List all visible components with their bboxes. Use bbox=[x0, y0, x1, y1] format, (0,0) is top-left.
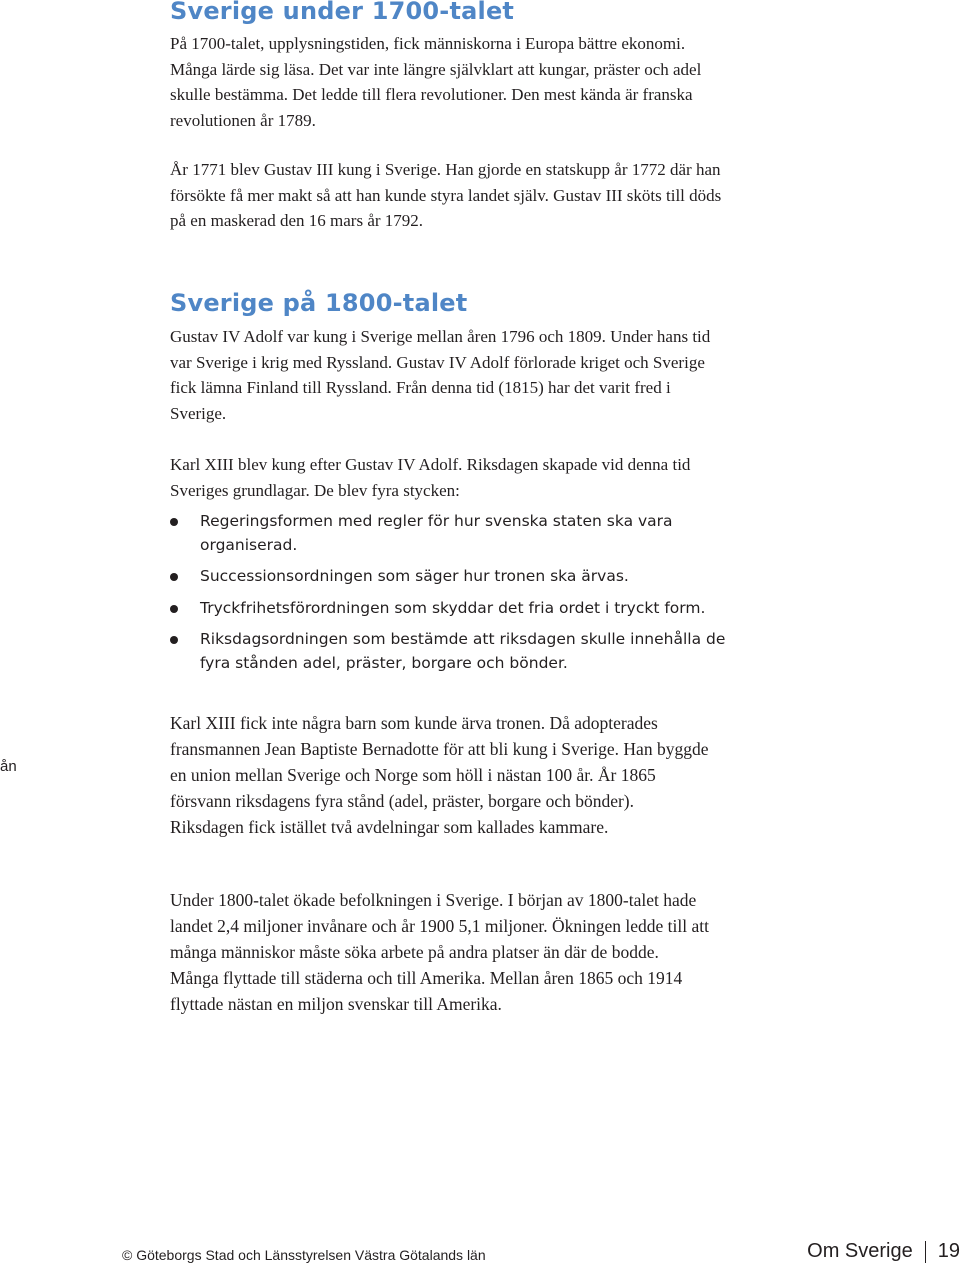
page-number: 19 bbox=[937, 1240, 960, 1262]
grundlagar-list bbox=[170, 510, 730, 675]
section-heading-1800: Sverige på 1800-talet bbox=[170, 289, 468, 317]
paragraph-gustav-iv-adolf: Gustav IV Adolf var kung i Sverige mellan åren 1796 och 1809. Under hans tid var Sverige i krig med Ryssland. Gustav IV Adolf förlorade kriget och Sverige fick lämna Finland till Ryssland. Från denna tid (1815) har det varit fred i Sverige. bbox=[170, 327, 711, 424]
footer-page-info bbox=[807, 1240, 960, 1263]
list-item-text: Regeringsformen med regler för hur svenska staten ska vara organiserad. bbox=[200, 512, 673, 554]
list-item bbox=[170, 628, 730, 675]
list-item bbox=[170, 565, 730, 589]
paragraph-bernadotte: Karl XIII fick inte några barn som kunde ärva tronen. Då adopterades fransmannen Jean Baptiste Bernadotte för att bli kung i Sverige. Han byggde en union mellan Sverige och Norge som höll i nästan 100 år. År 1865 försvann riksdagens fyra stånd (adel, präster, borgare och bönder). Riksdagen fick istället två avdelningar som kallades kammare. bbox=[170, 713, 709, 837]
list-item-text: Riksdagsordningen som bestämde att riksdagen skulle innehålla de fyra stånden adel, präster, borgare och bönder. bbox=[200, 630, 726, 672]
paragraph-gustav-iii: År 1771 blev Gustav III kung i Sverige. Han gjorde en statskupp år 1772 där han försökte få mer makt så att han kunde styra landet själv. Gustav III sköts till döds på en maskerad den 16 mars år 1792. bbox=[170, 160, 722, 231]
list-item bbox=[170, 597, 730, 621]
footer-divider bbox=[925, 1241, 926, 1263]
footer-title: Om Sverige bbox=[807, 1240, 913, 1262]
bullet-icon bbox=[170, 605, 178, 613]
paragraph-karl-xiii: Karl XIII blev kung efter Gustav IV Adolf. Riksdagen skapade vid denna tid Sveriges grundlagar. De blev fyra stycken: bbox=[170, 455, 691, 500]
footer-copyright: © Göteborgs Stad och Länsstyrelsen Västra Götalands län bbox=[122, 1247, 486, 1263]
bullet-icon bbox=[170, 518, 178, 526]
paragraph-emigration: Under 1800-talet ökade befolkningen i Sverige. I början av 1800-talet hade landet 2,4 miljoner invånare och år 1900 5,1 miljoner. Ökningen ledde till att många människor måste söka arbete på andra platser än där de bodde. Många flyttade till städerna och till Amerika. Mellan åren 1865 och 1914 flyttade nästan en miljon svenskar till Amerika. bbox=[170, 890, 709, 1014]
bullet-icon bbox=[170, 636, 178, 644]
margin-text-fragment: ån bbox=[0, 758, 17, 775]
section-heading-1700: Sverige under 1700-talet bbox=[170, 0, 515, 25]
list-item-text: Successionsordningen som säger hur tronen ska ärvas. bbox=[200, 567, 629, 585]
list-item bbox=[170, 510, 730, 557]
paragraph-enlightenment: På 1700-talet, upplysningstiden, fick människorna i Europa bättre ekonomi. Många lärde sig läsa. Det var inte längre självklart att kungar, präster och adel skulle bestämma. Det ledde till flera revolutioner. Den mest kända är franska revolutionen år 1789. bbox=[170, 34, 702, 131]
bullet-icon bbox=[170, 573, 178, 581]
list-item-text: Tryckfrihetsförordningen som skyddar det fria ordet i tryckt form. bbox=[200, 598, 706, 617]
